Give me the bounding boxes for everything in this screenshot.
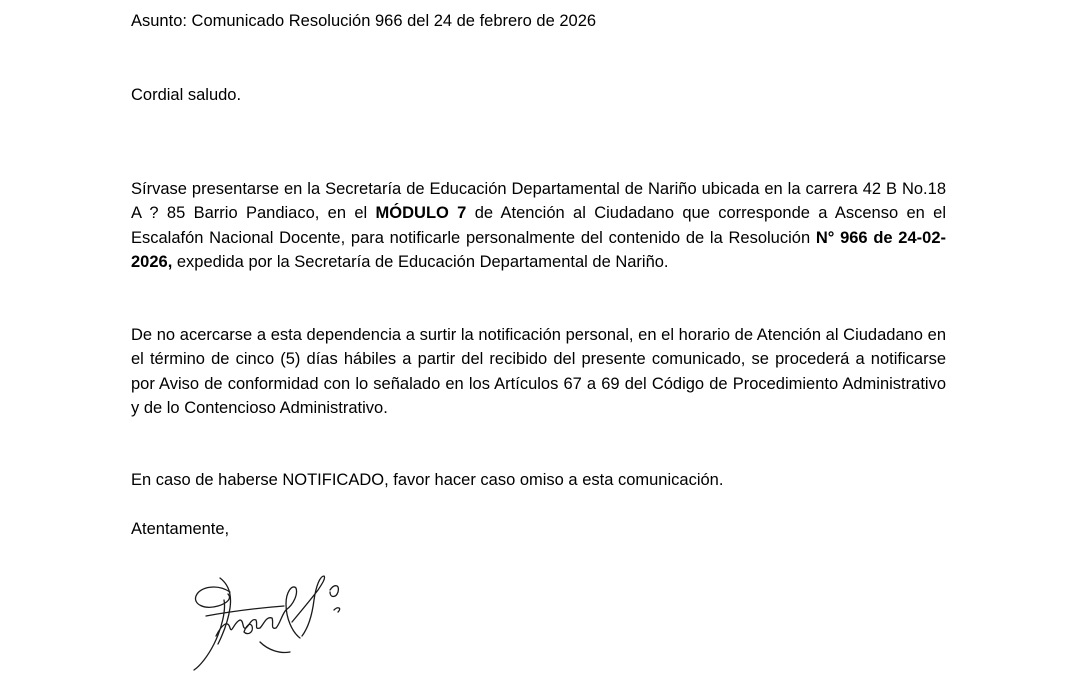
- letter-paragraph-summons: [131, 177, 946, 275]
- letter-closing: Atentamente,: [131, 520, 230, 538]
- summons-text-3: expedida por la Secretaría de Educación Departamental de Nariño.: [172, 253, 669, 272]
- summons-text-1: Sírvase presentarse en la Secretaría de Educación Departamental de Nariño ubicada en la carrera 42 B No.18 A ? 85 Barrio Pandiaco, en el: [131, 180, 946, 223]
- resolution-number: N° 966 de 24-02-2026,: [131, 228, 947, 272]
- letter-paragraph-notice: De no acercarse a esta dependencia a surtir la notificación personal, en el horario de Atención al Ciudadano en el término de cinco (5) días hábiles a partir del recibido del presente comunicado, se procederá a notificarse por Aviso de conformidad con lo señalado en los Artículos 67 a 69 del Código de Procedimiento Administrativo y de lo Contencioso Administrativo.: [131, 326, 946, 418]
- letter-paragraph-disregard: En caso de haberse NOTIFICADO, favor hacer caso omiso a esta comunicación.: [131, 471, 724, 489]
- summons-text-2: de Atención al Ciudadano que corresponde a Ascenso en el Escalafón Nacional Docente, para notificarle personalmente del contenido de la Resolución: [131, 204, 946, 247]
- module-number: MÓDULO 7: [375, 204, 467, 223]
- letter-subject: Asunto: Comunicado Resolución 966 del 24 de febrero de 2026: [131, 12, 597, 30]
- letter-greeting: Cordial saludo.: [131, 86, 242, 104]
- handwritten-signature-icon: [188, 570, 363, 675]
